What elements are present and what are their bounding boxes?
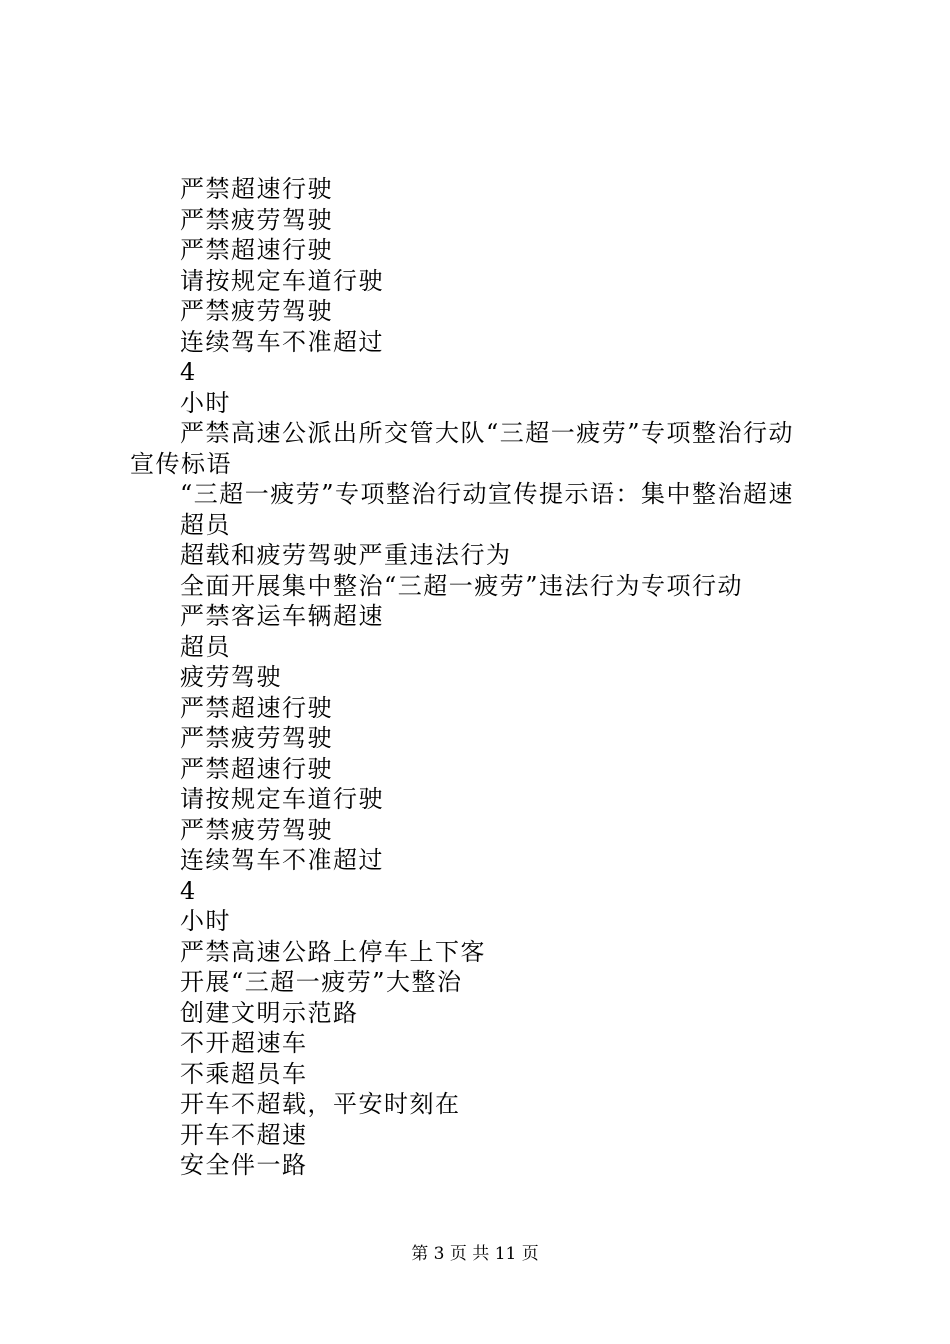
text-line: 超载和疲劳驾驶严重违法行为 <box>180 541 512 569</box>
text-line: 严禁高速公派出所交管大队“三超一疲劳”专项整治行动 <box>180 419 795 447</box>
document-body <box>130 174 850 1181</box>
text-line: 连续驾车不准超过 <box>180 846 384 874</box>
text-line: 请按规定车道行驶 <box>180 785 384 813</box>
text-line: 超员 <box>180 510 231 539</box>
text-line: 严禁疲劳驾驶 <box>180 815 333 844</box>
text-line: 严禁超速行驶 <box>180 693 333 722</box>
text-line: 创建文明示范路 <box>180 998 359 1027</box>
text-line: 全面开展集中整治“三超一疲劳”违法行为专项行动 <box>180 571 744 600</box>
text-line: 严禁高速公路上停车上下客 <box>180 937 486 966</box>
text-line: 严禁超速行驶 <box>180 236 333 264</box>
text-line: 不开超速车 <box>180 1029 308 1057</box>
text-line: 严禁疲劳驾驶 <box>180 724 333 752</box>
text-line: 4 <box>180 876 197 905</box>
text-line: “三超一疲劳”专项整治行动宣传提示语：集中整治超速 <box>180 480 795 508</box>
text-line: 超员 <box>180 632 231 661</box>
text-line: 严禁客运车辆超速 <box>180 602 384 630</box>
text-line: 严禁超速行驶 <box>180 754 333 783</box>
text-line: 4 <box>180 358 197 386</box>
text-line: 小时 <box>180 388 231 417</box>
text-line: 请按规定车道行驶 <box>180 266 384 295</box>
text-line: 开展“三超一疲劳”大整治 <box>180 968 463 996</box>
text-line: 小时 <box>180 907 231 935</box>
text-line: 不乘超员车 <box>180 1059 308 1088</box>
text-line: 安全伴一路 <box>180 1151 308 1179</box>
text-line: 宣传标语 <box>130 449 232 478</box>
text-line: 严禁超速行驶 <box>180 175 333 203</box>
page-footer: 第 3 页 共 11 页 <box>411 1244 539 1264</box>
text-line: 连续驾车不准超过 <box>180 327 384 356</box>
text-line: 严禁疲劳驾驶 <box>180 297 333 325</box>
text-line: 开车不超载，平安时刻在 <box>180 1090 461 1118</box>
text-line: 严禁疲劳驾驶 <box>180 205 333 234</box>
text-line: 疲劳驾驶 <box>180 663 282 691</box>
text-line: 开车不超速 <box>180 1120 308 1149</box>
